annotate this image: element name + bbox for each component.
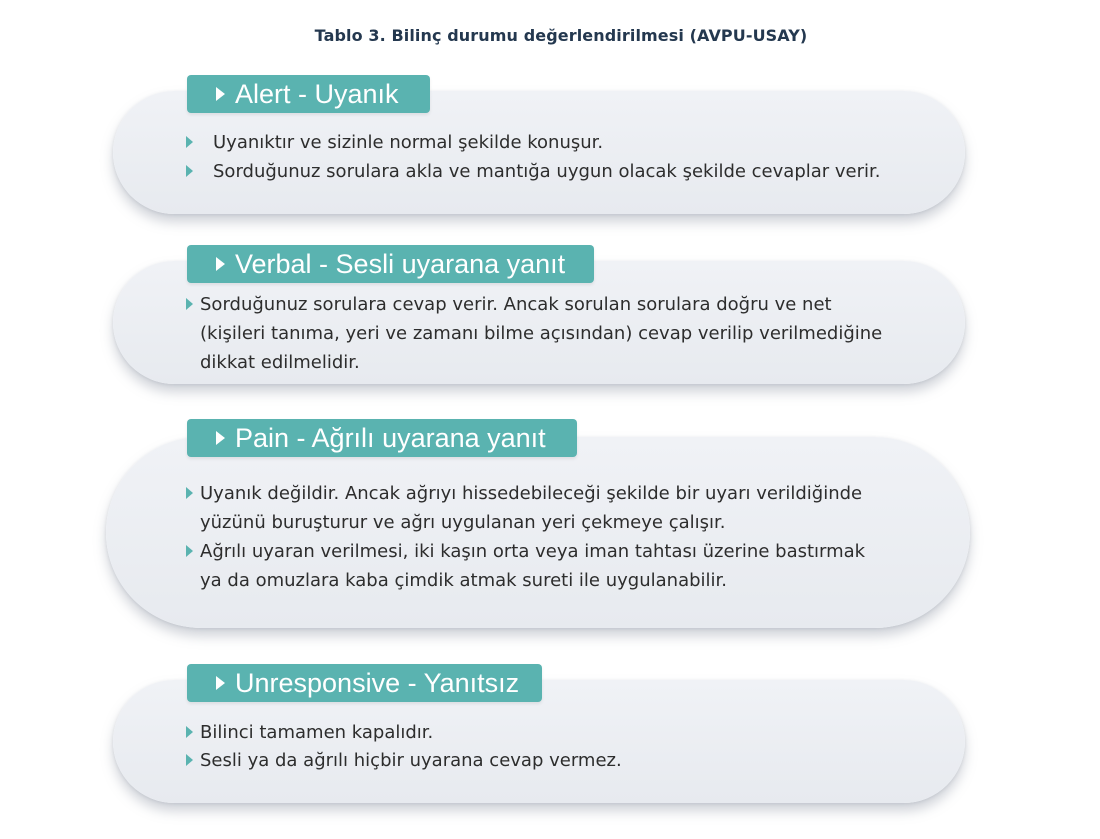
list-item-text: Sesli ya da ağrılı hiçbir uyarana cevap vermez. (200, 750, 622, 771)
section-header-alert (187, 75, 430, 113)
caret-right-icon (186, 487, 193, 499)
caret-right-icon (186, 754, 193, 766)
list-item (186, 479, 862, 537)
list-item (186, 290, 882, 377)
caret-right-icon (186, 726, 193, 738)
section-header-unresponsive (187, 664, 542, 702)
list-item-text: (kişileri tanıma, yeri ve zamanı bilme açısından) cevap verilip verilmediğine (200, 323, 883, 344)
section-header-pain (187, 419, 577, 457)
section-header-verbal (187, 245, 594, 283)
section-header-label: Pain - Ağrılı uyarana yanıt (235, 423, 546, 453)
list-item (186, 746, 622, 775)
caret-right-icon (216, 676, 225, 690)
list-item-text: Uyanık değildir. Ancak ağrıyı hissedebileceği şekilde bir uyarı verildiğinde (200, 483, 863, 504)
table-title: Tablo 3. Bilinç durumu değerlendirilmesi (AVPU-USAY) (314, 26, 808, 45)
caret-right-icon (216, 87, 225, 101)
caret-right-icon (216, 431, 225, 445)
caret-right-icon (186, 136, 193, 148)
caret-right-icon (186, 298, 193, 310)
list-item-text: Ağrılı uyaran verilmesi, iki kaşın orta veya iman tahtası üzerine bastırmak (200, 541, 866, 562)
list-item-text: Uyanıktır ve sizinle normal şekilde konuşur. (213, 132, 604, 153)
caret-right-icon (186, 545, 193, 557)
list-item (186, 157, 881, 186)
list-item (186, 537, 865, 595)
list-item-text: Sorduğunuz sorulara akla ve mantığa uygun olacak şekilde cevaplar verir. (213, 161, 881, 182)
list-item (186, 718, 433, 747)
list-item-text: Bilinci tamamen kapalıdır. (200, 722, 434, 743)
list-item-text: ya da omuzlara kaba çimdik atmak sureti ile uygulanabilir. (200, 570, 727, 591)
list-item (186, 128, 603, 157)
section-header-label: Alert - Uyanık (235, 79, 399, 109)
list-item-text: dikkat edilmelidir. (200, 352, 360, 373)
caret-right-icon (216, 257, 225, 271)
caret-right-icon (186, 165, 193, 177)
list-item-text: yüzünü buruşturur ve ağrı uygulanan yeri çekmeye çalışır. (200, 512, 726, 533)
section-header-label: Verbal - Sesli uyarana yanıt (235, 249, 566, 279)
section-header-label: Unresponsive - Yanıtsız (235, 668, 520, 698)
list-item-text: Sorduğunuz sorulara cevap verir. Ancak sorulan sorulara doğru ve net (200, 294, 832, 315)
